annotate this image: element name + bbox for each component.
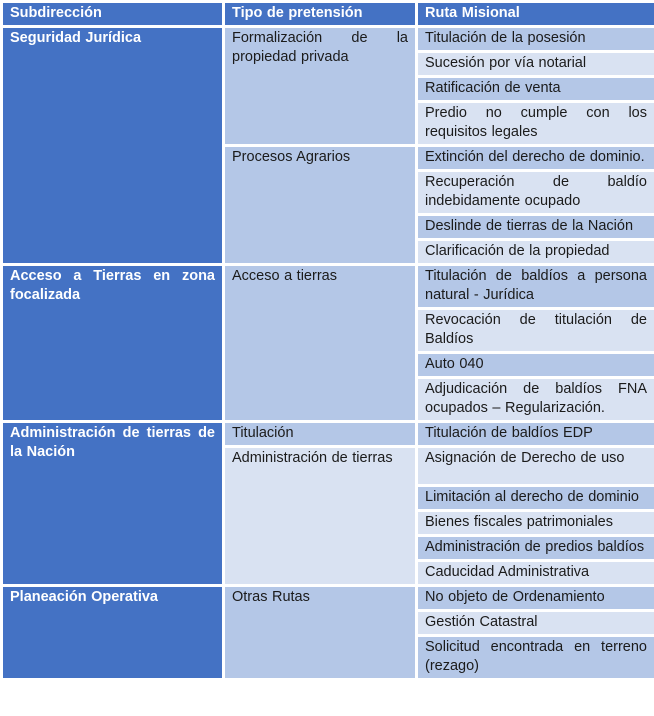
ruta-cell: Gestión Catastral [417, 611, 654, 636]
ruta-cell: Clarificación de la propiedad [417, 240, 654, 265]
tipo-administracion-tierras: Administración de tierras [224, 447, 417, 586]
ruta-cell: Deslinde de tierras de la Nación [417, 215, 654, 240]
ruta-cell: Recuperación de baldío indebidamente ocupado [417, 171, 654, 215]
group-planeacion-operativa: Planeación Operativa [2, 586, 224, 680]
ruta-cell: Asignación de Derecho de uso [417, 447, 654, 486]
ruta-cell: Titulación de baldíos a persona natural - Jurídica [417, 265, 654, 309]
table-row [2, 27, 654, 52]
ruta-cell: Bienes fiscales patrimoniales [417, 511, 654, 536]
ruta-cell: Extinción del derecho de dominio. [417, 146, 654, 171]
ruta-cell: Adjudicación de baldíos FNA ocupados – Regularización. [417, 378, 654, 422]
ruta-cell: Predio no cumple con los requisitos legales [417, 102, 654, 146]
header-tipo-pretension: Tipo de pretensión [224, 2, 417, 27]
ruta-cell: Caducidad Administrativa [417, 561, 654, 586]
tipo-otras-rutas: Otras Rutas [224, 586, 417, 680]
header-subdireccion: Subdirección [2, 2, 224, 27]
group-administracion-tierras: Administración de tierras de la Nación [2, 422, 224, 586]
tipo-titulacion: Titulación [224, 422, 417, 447]
group-acceso-tierras: Acceso a Tierras en zona focalizada [2, 265, 224, 422]
ruta-cell: Administración de predios baldíos [417, 536, 654, 561]
ruta-cell: Titulación de baldíos EDP [417, 422, 654, 447]
header-row [2, 2, 654, 27]
table-row [2, 265, 654, 309]
ruta-cell: Ratificación de venta [417, 77, 654, 102]
ruta-cell: Solicitud encontrada en terreno (rezago) [417, 636, 654, 680]
ruta-cell: No objeto de Ordenamiento [417, 586, 654, 611]
tipo-procesos-agrarios: Procesos Agrarios [224, 146, 417, 265]
ruta-cell: Titulación de la posesión [417, 27, 654, 52]
group-seguridad-juridica: Seguridad Jurídica [2, 27, 224, 265]
table-row [2, 422, 654, 447]
ruta-cell: Revocación de titulación de Baldíos [417, 309, 654, 353]
tipo-formalizacion: Formalización de la propiedad privada [224, 27, 417, 146]
header-ruta-misional: Ruta Misional [417, 2, 654, 27]
ruta-cell: Limitación al derecho de dominio [417, 486, 654, 511]
tipo-acceso-tierras: Acceso a tierras [224, 265, 417, 422]
ruta-cell: Sucesión por vía notarial [417, 52, 654, 77]
table-row [2, 586, 654, 611]
ruta-cell: Auto 040 [417, 353, 654, 378]
